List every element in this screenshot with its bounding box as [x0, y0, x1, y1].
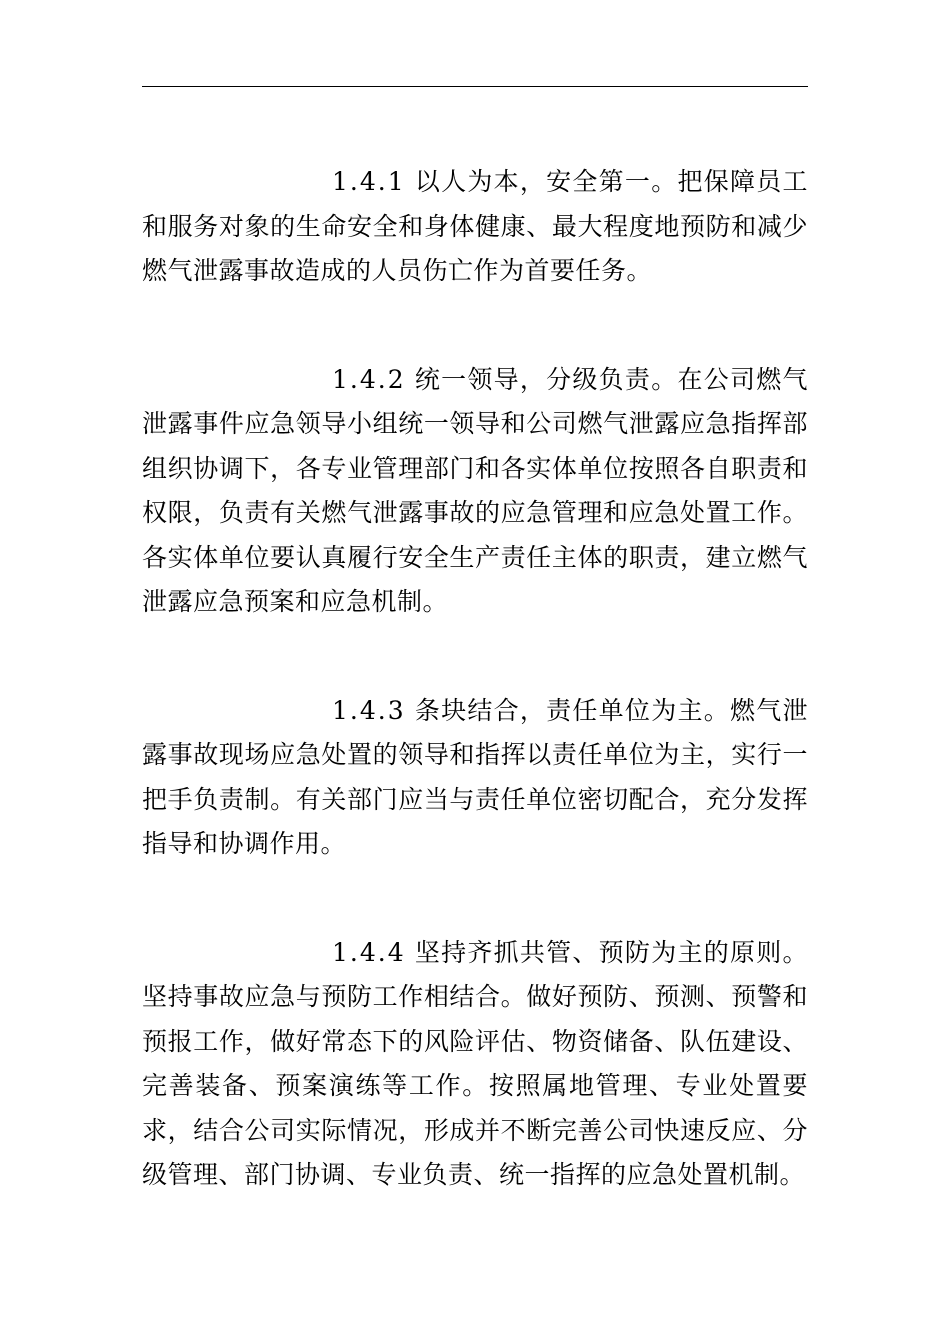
paragraph-1-4-1 [142, 160, 808, 294]
document-body [142, 160, 808, 1198]
paragraph-text: 坚持齐抓共管、预防为主的原则。坚持事故应急与预防工作相结合。做好预防、预测、预警和预报工作，做好常态下的风险评估、物资储备、队伍建设、完善装备、预案演练等工作。按照属地管理、专业处置要求，结合公司实际情况，形成并不断完善公司快速反应、分级管理、部门协调、专业负责、统一指挥的应急处置机制。 [142, 937, 808, 1189]
paragraph-1-4-4 [142, 931, 808, 1198]
paragraph-text: 条块结合，责任单位为主。燃气泄露事故现场应急处置的领导和指挥以责任单位为主，实行一把手负责制。有关部门应当与责任单位密切配合，充分发挥指导和协调作用。 [142, 695, 808, 858]
section-number: 1.4.4 [332, 937, 406, 967]
paragraph-text: 以人为本，安全第一。把保障员工和服务对象的生命安全和身体健康、最大程度地预防和减少燃气泄露事故造成的人员伤亡作为首要任务。 [142, 167, 808, 285]
section-number: 1.4.1 [332, 167, 406, 196]
section-number: 1.4.2 [332, 364, 406, 394]
paragraph-1-4-3 [142, 689, 808, 867]
header-rule [142, 86, 808, 87]
paragraph-text: 统一领导，分级负责。在公司燃气泄露事件应急领导小组统一领导和公司燃气泄露应急指挥部组织协调下，各专业管理部门和各实体单位按照各自职责和权限，负责有关燃气泄露事故的应急管理和应急处置工作。各实体单位要认真履行安全生产责任主体的职责，建立燃气泄露应急预案和应急机制。 [142, 364, 808, 616]
section-number: 1.4.3 [332, 695, 406, 725]
paragraph-1-4-2 [142, 358, 808, 625]
